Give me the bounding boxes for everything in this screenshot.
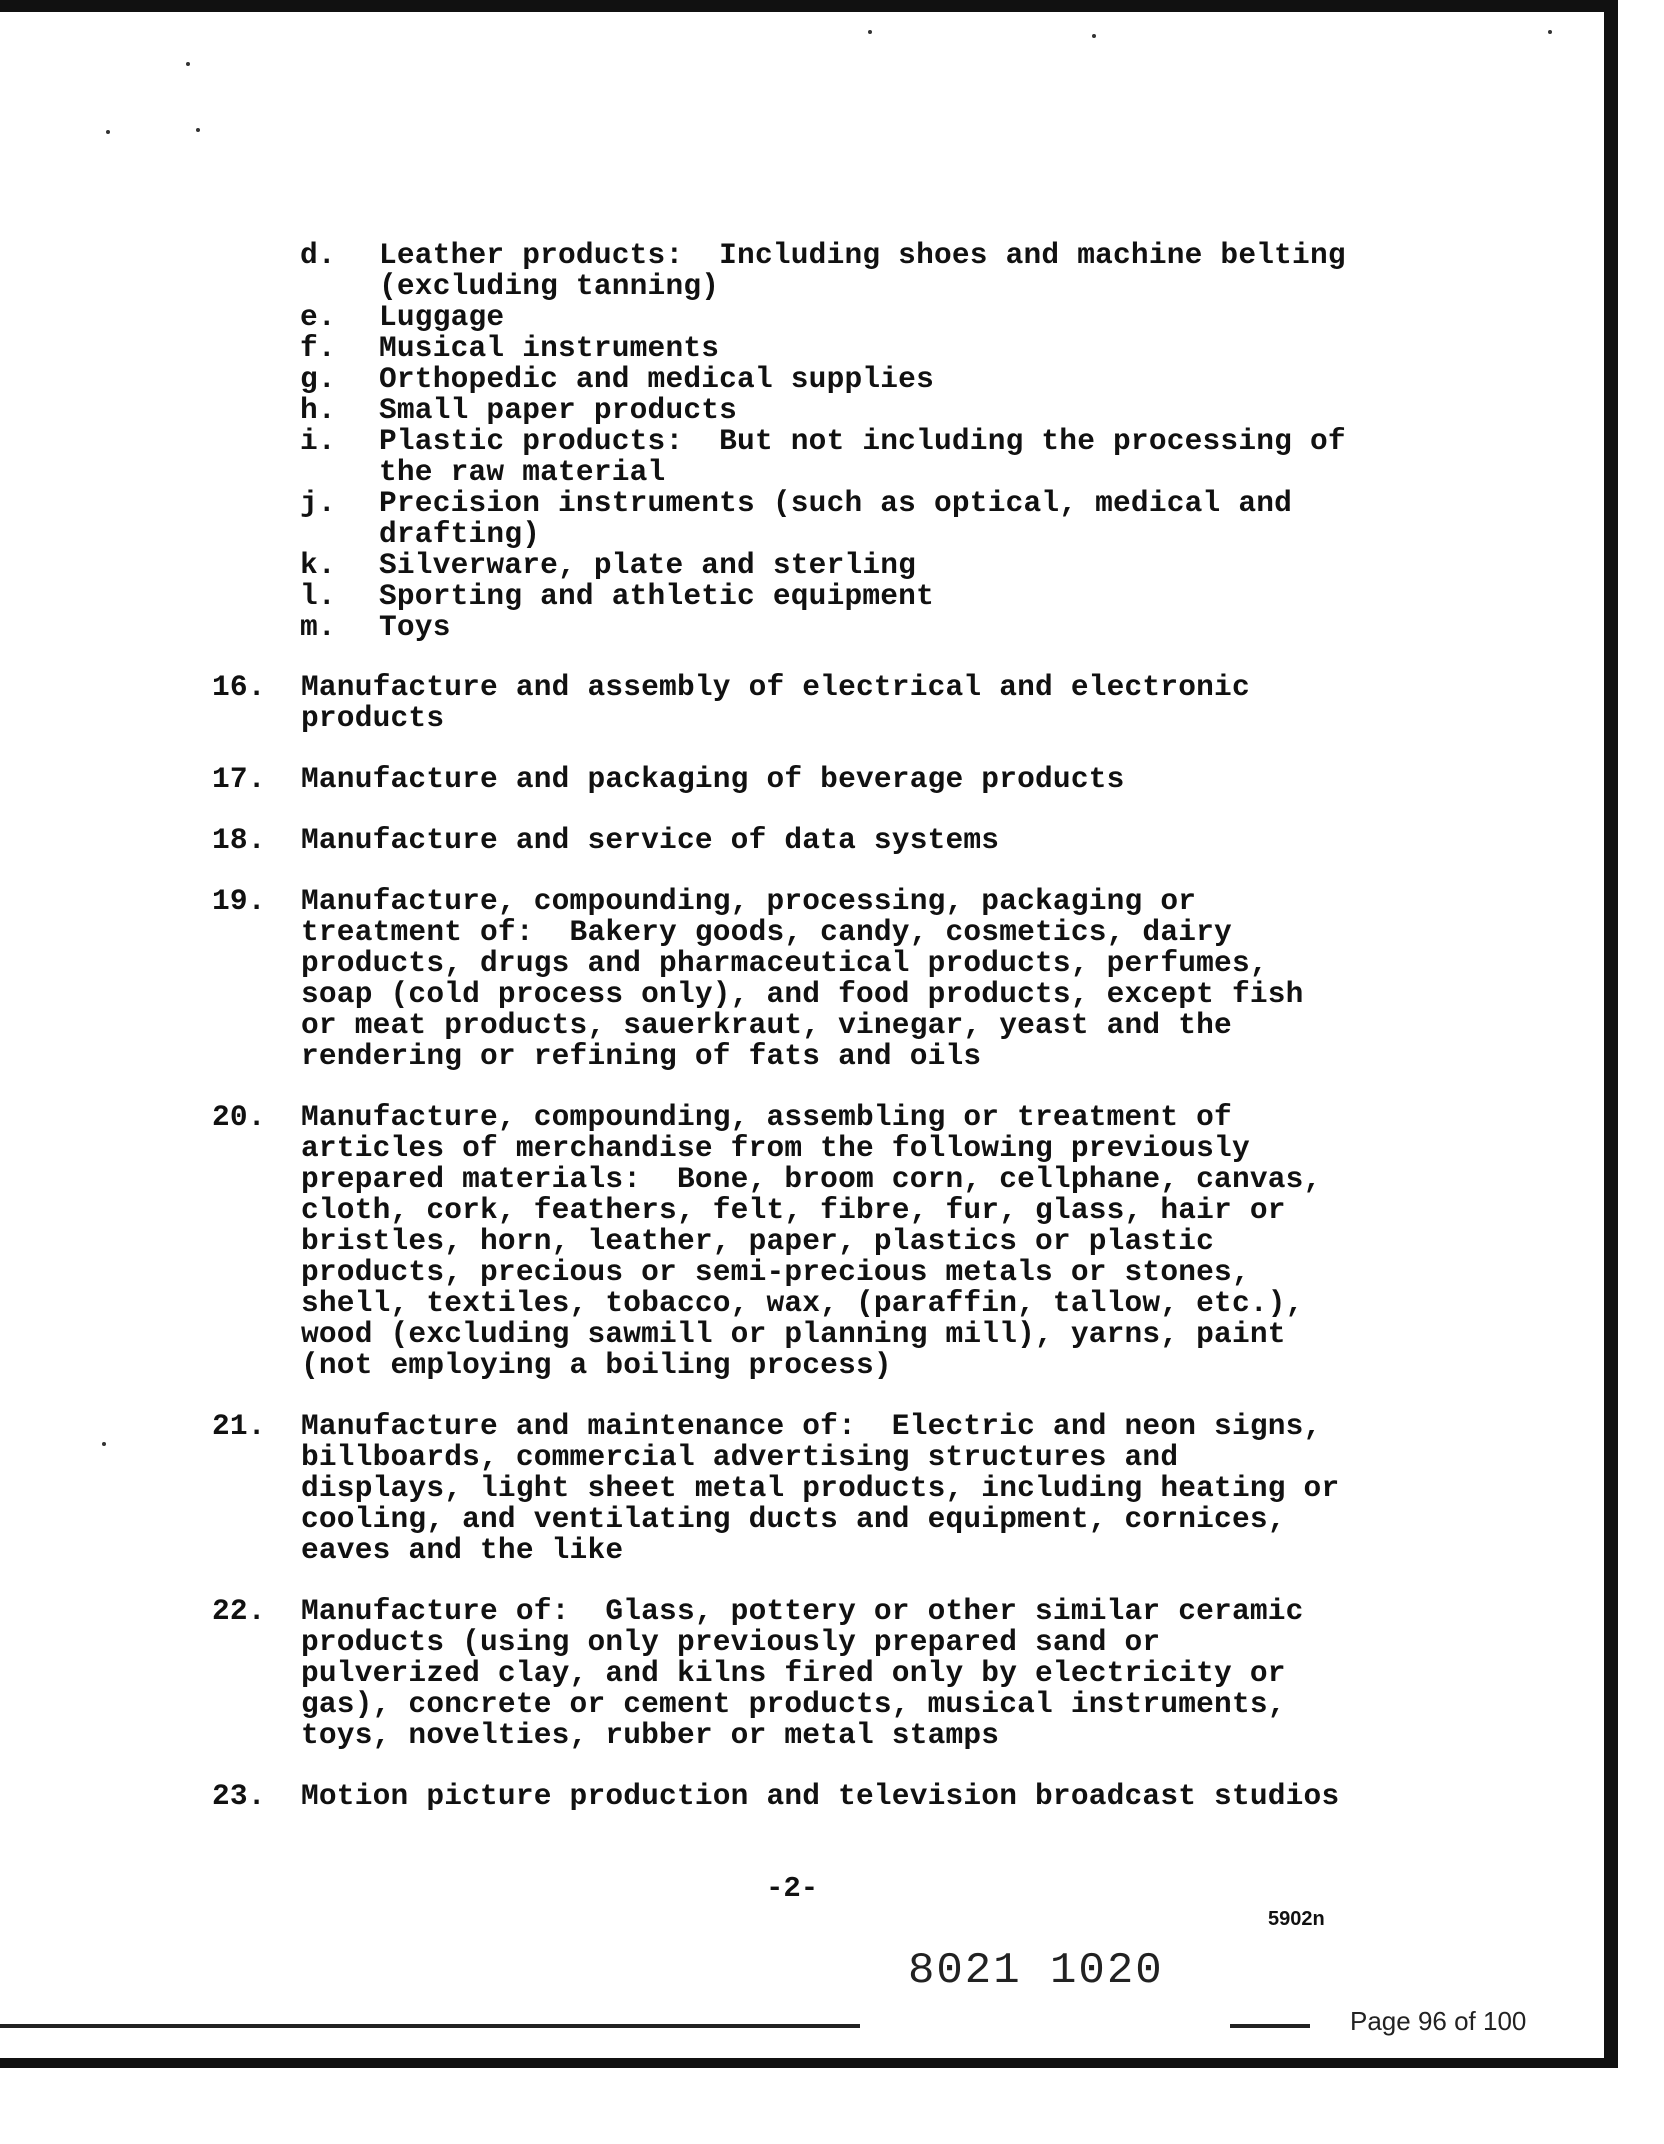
- list-item: l. Sporting and athletic equipment: [300, 579, 934, 613]
- scan-rule-left: [0, 2024, 860, 2028]
- list-item: m. Toys: [300, 610, 451, 644]
- list-item: 20. Manufacture, compounding, assembling or treatment of articles of merchandise from the following previously prepared materials: Bone, broom corn, cellphane, canvas, cloth, cork, feathers, felt, fibre, fur, glass, hair or bristles, horn, leather, paper, plastics or plastic products, precious or semi-precious metals or stones, shell, textiles, tobacco, wax, (paraffin, tallow, etc.), wood (excluding sawmill or planning mill), yarns, paint (not employing a boiling process): [212, 1100, 1322, 1382]
- list-item: 16. Manufacture and assembly of electrical and electronic products: [212, 670, 1250, 735]
- list-item: e. Luggage: [300, 300, 505, 334]
- list-item: k. Silverware, plate and sterling: [300, 548, 917, 582]
- page-number: -2-: [766, 1872, 819, 1905]
- scan-speck: [1092, 34, 1096, 38]
- scan-speck: [106, 130, 110, 134]
- numbered-item-list: [212, 672, 1412, 1842]
- list-item: 19. Manufacture, compounding, processing, packaging or treatment of: Bakery goods, candy, cosmetics, dairy products, drugs and pharmaceutical products, perfumes, soap (cold process only), and food products, except fish or meat products, sauerkraut, vinegar, yeast and the rendering or refining of fats and oils: [212, 884, 1304, 1073]
- list-item: 17. Manufacture and packaging of beverage products: [212, 762, 1125, 796]
- list-item: 22. Manufacture of: Glass, pottery or other similar ceramic products (using only previously prepared sand or pulverized clay, and kilns fired only by electricity or gas), concrete or cement products, musical instruments, toys, novelties, rubber or metal stamps: [212, 1594, 1304, 1752]
- list-item: 23. Motion picture production and television broadcast studios: [212, 1779, 1340, 1813]
- list-item: d. Leather products: Including shoes and machine belting (excluding tanning): [300, 238, 1346, 303]
- list-item: 18. Manufacture and service of data systems: [212, 823, 1000, 857]
- list-item: 21. Manufacture and maintenance of: Electric and neon signs, billboards, commercial advertising structures and displays, light sheet metal products, including heating or cooling, and ventilating ducts and equipment, cornices, eaves and the like: [212, 1409, 1340, 1567]
- scan-speck: [102, 1442, 106, 1446]
- scan-border-right: [1604, 0, 1618, 2068]
- list-item: h. Small paper products: [300, 393, 738, 427]
- scan-rule-right: [1230, 2024, 1310, 2028]
- scan-border-top: [0, 0, 1618, 12]
- scan-border-bottom: [0, 2058, 1618, 2068]
- list-item: j. Precision instruments (such as optical, medical and drafting): [300, 486, 1293, 551]
- list-item: f. Musical instruments: [300, 331, 720, 365]
- scan-speck: [868, 30, 872, 34]
- page-count-label: Page 96 of 100: [1350, 2006, 1527, 2036]
- bates-number: 8021 1020: [908, 1946, 1164, 1996]
- document-code: 5902n: [1268, 1908, 1325, 1930]
- scan-speck: [186, 62, 190, 66]
- scan-speck: [196, 128, 200, 132]
- scan-speck: [1548, 30, 1552, 34]
- list-item: g. Orthopedic and medical supplies: [300, 362, 934, 396]
- sub-item-list: [300, 240, 1410, 643]
- list-item: i. Plastic products: But not including the processing of the raw material: [300, 424, 1346, 489]
